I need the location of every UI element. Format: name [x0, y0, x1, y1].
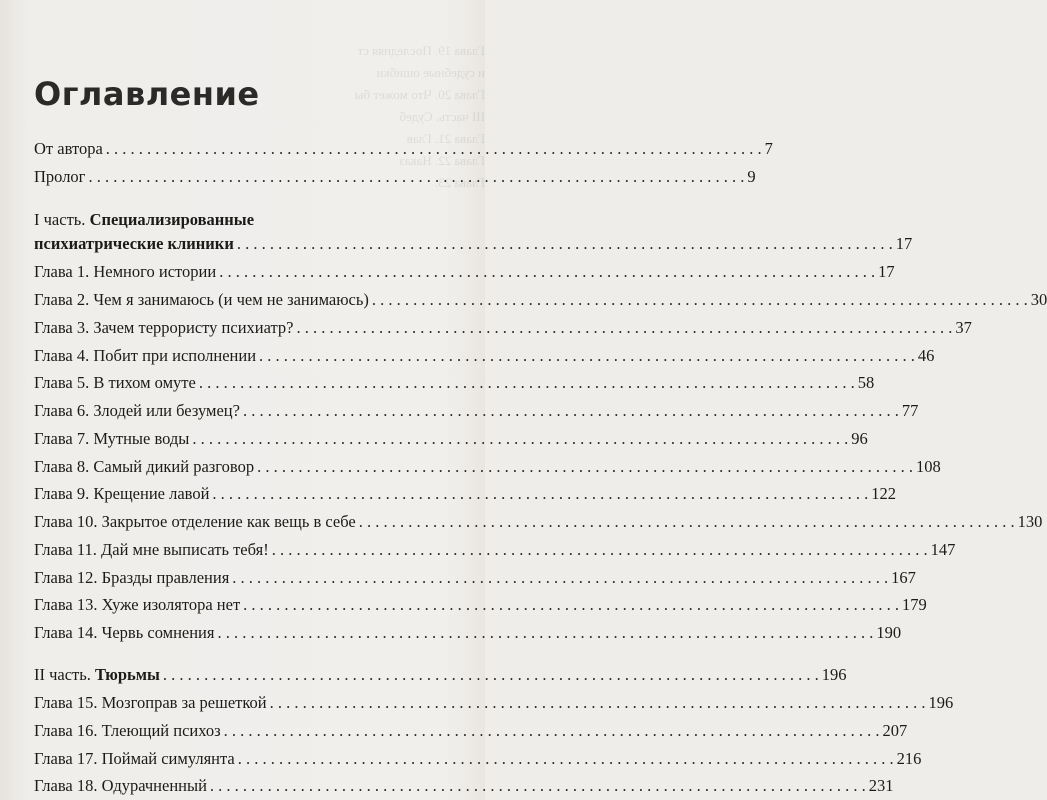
dot-leader — [224, 719, 880, 743]
toc-page-number: 190 — [876, 623, 902, 642]
part-heading-2 — [34, 663, 160, 687]
dot-leader — [297, 316, 953, 340]
page-title: Оглавление — [34, 75, 260, 113]
bleed-line: Глава 22. Наказ — [399, 153, 485, 168]
toc-entry-label: От автора — [34, 139, 103, 158]
dot-leader — [372, 288, 1028, 312]
toc-entry-label: Пролог — [34, 167, 86, 186]
toc-entry-chapter[interactable] — [34, 288, 1047, 312]
toc-entry-label: Глава 11. Дай мне выписать тебя! — [34, 540, 269, 559]
toc-entry-label: Глава 18. Одурачненный — [34, 776, 207, 795]
dot-leader — [270, 691, 926, 715]
toc-page-number: 196 — [928, 693, 954, 712]
toc-entry-chapter[interactable] — [34, 719, 908, 743]
toc-entry-label: Глава 8. Самый дикий разговор — [34, 457, 255, 476]
toc-entry-chapter[interactable] — [34, 774, 894, 798]
toc-page-number: 77 — [901, 401, 919, 420]
toc-entry-part-2[interactable] — [34, 663, 847, 687]
dot-leader — [217, 621, 873, 645]
toc-page-number: 231 — [868, 776, 894, 795]
toc-entry-label: Глава 2. Чем я занимаюсь (и чем не занимаюсь) — [34, 290, 369, 309]
toc-page-number: 179 — [902, 595, 927, 614]
dot-leader — [192, 427, 848, 451]
toc-page-number: 207 — [882, 721, 908, 740]
dot-leader — [199, 371, 855, 395]
toc-entry-chapter[interactable] — [34, 566, 916, 590]
toc-entry-label: Глава 1. Немного истории — [34, 262, 217, 281]
toc-entry-label: Глава 15. Мозгоправ за решеткой — [34, 693, 267, 712]
toc-page-number: 167 — [891, 568, 916, 587]
bleed-line: III часть. Судеб — [399, 109, 485, 124]
toc-entry-label: Глава 6. Злодей или безумец? — [34, 401, 240, 420]
toc-entry-chapter[interactable] — [34, 482, 897, 506]
part-title: Тюрьмы — [95, 665, 160, 684]
dot-leader — [257, 455, 913, 479]
toc-entry-chapter[interactable] — [34, 344, 935, 368]
toc-entry-chapter[interactable] — [34, 538, 956, 562]
toc-entry-chapter[interactable] — [34, 510, 1043, 534]
dot-leader — [237, 232, 893, 256]
toc-page-number: 7 — [764, 139, 773, 158]
toc-entry-label: Глава 9. Крещение лавой — [34, 484, 210, 503]
dot-leader — [238, 747, 894, 771]
dot-leader — [243, 593, 899, 617]
toc-page-number: 30 — [1030, 290, 1047, 309]
dot-leader — [163, 663, 819, 687]
bleed-line: Глава 21. Глав — [406, 131, 485, 146]
dot-leader — [88, 165, 744, 189]
toc-entry-chapter[interactable] — [34, 455, 941, 479]
toc-page-number: 58 — [857, 373, 875, 392]
toc-entry-label: Глава 12. Бразды правления — [34, 568, 230, 587]
toc-entry-chapter[interactable] — [34, 747, 922, 771]
toc-page-number: 9 — [747, 167, 756, 186]
toc-entry-label: Глава 14. Червь сомнения — [34, 623, 215, 642]
part-prefix: I часть. — [34, 210, 86, 229]
toc-entry-label: Глава 16. Тлеющий психоз — [34, 721, 221, 740]
toc-page-number: 130 — [1017, 512, 1043, 531]
part-heading-1 — [34, 208, 414, 232]
dot-leader — [212, 482, 868, 506]
toc-entry-chapter[interactable] — [34, 427, 868, 451]
part-title-continued: психиатрические клиники — [34, 234, 234, 253]
toc-page-number: 17 — [895, 234, 913, 253]
toc-entry-label: Глава 3. Зачем террористу психиатр? — [34, 318, 294, 337]
part-title: Специализированные — [89, 210, 255, 229]
toc-entry-label: Глава 10. Закрытое отделение как вещь в себе — [34, 512, 356, 531]
toc-entry-part-1[interactable] — [34, 232, 913, 256]
toc-page-number: 108 — [915, 457, 941, 476]
dot-leader — [106, 137, 762, 161]
toc-page-number: 37 — [955, 318, 972, 337]
toc-entry-label: Глава 17. Поймай симулянта — [34, 749, 235, 768]
toc-entry-label: Глава 13. Хуже изолятора нет — [34, 595, 241, 614]
bleed-line: Глава 23. — [434, 175, 485, 190]
toc-page-number: 196 — [821, 665, 847, 684]
toc-entry-label: Глава 4. Побит при исполнении — [34, 346, 257, 365]
dot-leader — [210, 774, 866, 798]
toc-entry-label: Глава 5. В тихом омуте — [34, 373, 196, 392]
dot-leader — [219, 260, 875, 284]
toc-page-number: 147 — [930, 540, 956, 559]
toc-entry-chapter[interactable] — [34, 260, 895, 284]
toc-entry-chapter[interactable] — [34, 593, 927, 617]
toc-page-number: 17 — [878, 262, 895, 281]
bleed-line: Глава 19. Последняя ст — [357, 43, 485, 58]
dot-leader — [259, 344, 915, 368]
bleed-line: и судебные ошибки — [376, 65, 485, 80]
part-prefix: II часть. — [34, 665, 91, 684]
toc-page-number: 46 — [917, 346, 935, 365]
toc-page-number: 216 — [896, 749, 922, 768]
dot-leader — [272, 538, 928, 562]
toc-entry-chapter[interactable] — [34, 371, 875, 395]
bleed-line: Глава 20. Что может бы — [354, 87, 485, 102]
dot-leader — [243, 399, 899, 423]
dot-leader — [232, 566, 888, 590]
toc-entry-chapter[interactable] — [34, 621, 902, 645]
toc-entry-chapter[interactable] — [34, 399, 919, 423]
toc-entry-chapter[interactable] — [34, 316, 972, 340]
dot-leader — [359, 510, 1015, 534]
toc-page-number: 122 — [871, 484, 897, 503]
toc-entry-chapter[interactable] — [34, 691, 954, 715]
toc-page-number: 96 — [851, 429, 868, 448]
toc-entry-label: Глава 7. Мутные воды — [34, 429, 190, 448]
